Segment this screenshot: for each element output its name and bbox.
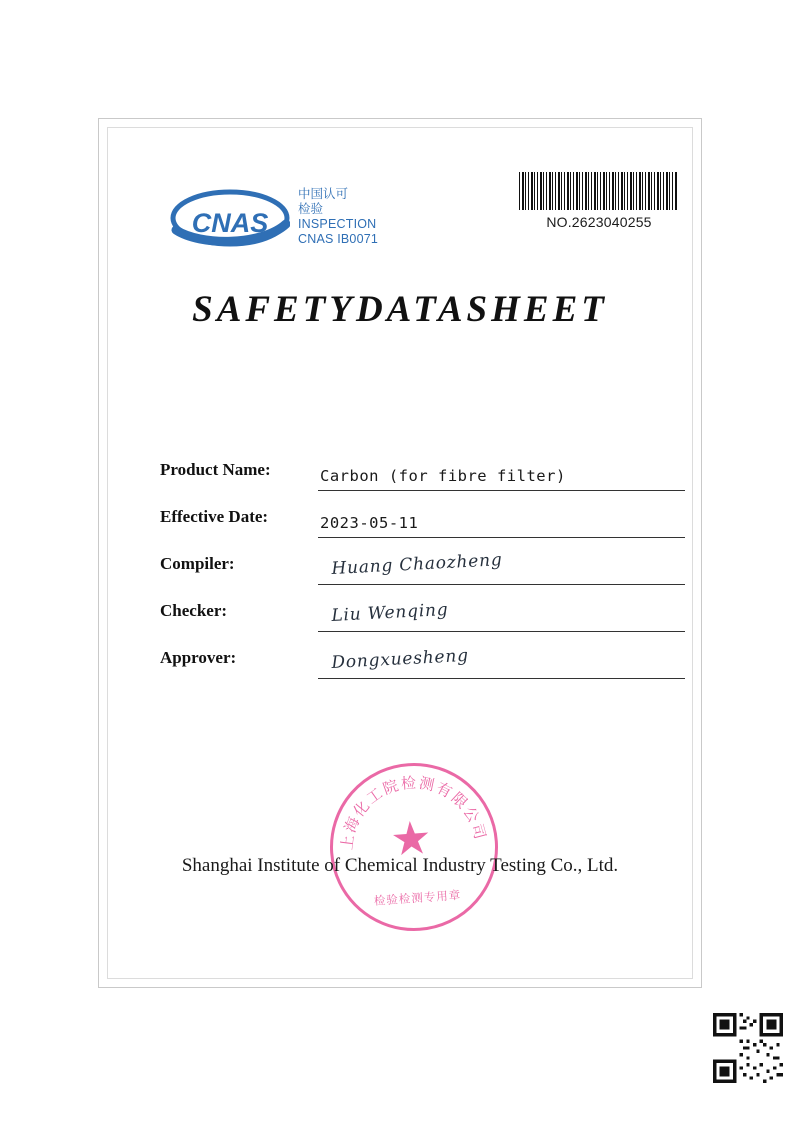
seal-arc-label: 上海化工院检测有限公司	[337, 773, 490, 852]
cnas-line-en-1: INSPECTION	[298, 216, 377, 231]
barcode-number: NO.2623040255	[546, 214, 652, 230]
field-row-checker	[160, 593, 685, 640]
field-value-product-name: Carbon (for fibre filter)	[320, 467, 566, 485]
cnas-text-column	[298, 186, 413, 247]
field-underline-approver	[318, 640, 685, 679]
cnas-line-cn-1: 中国认可	[298, 186, 349, 201]
company-name: Shanghai Institute of Chemical Industry Testing Co., Ltd.	[181, 855, 619, 876]
field-value-approver-signature: Dongxuesheng	[330, 645, 470, 673]
seal-sub-label: 检验检测专用章	[373, 887, 462, 908]
barcode-icon	[519, 172, 677, 210]
barcode-block	[519, 172, 679, 230]
field-underline-checker	[318, 593, 685, 632]
field-label-compiler: Compiler:	[160, 554, 235, 573]
qr-code-icon	[713, 1013, 783, 1083]
field-list	[160, 452, 685, 687]
field-row-compiler	[160, 546, 685, 593]
field-label-product-name: Product Name:	[160, 460, 271, 479]
field-label-approver: Approver:	[160, 648, 237, 667]
field-underline-effective-date	[318, 499, 685, 538]
cnas-line-en-2: CNAS IB0071	[298, 231, 379, 246]
qr-code-svg	[713, 1013, 783, 1083]
field-underline-compiler	[318, 546, 685, 585]
field-label-effective-date: Effective Date:	[160, 507, 269, 526]
field-row-product-name	[160, 452, 685, 499]
field-underline-product-name	[318, 452, 685, 491]
cnas-logo-icon	[170, 188, 290, 258]
field-row-effective-date	[160, 499, 685, 546]
field-value-checker-signature: Liu Wenqing	[330, 599, 449, 626]
svg-text:CNAS: CNAS	[191, 208, 269, 238]
cnas-line-cn-2: 检验	[298, 201, 324, 217]
field-label-checker: Checker:	[160, 601, 228, 620]
page-title: SAFETYDATASHEET	[192, 289, 608, 330]
field-row-approver	[160, 640, 685, 687]
field-value-compiler-signature: Huang Chaozheng	[330, 550, 504, 579]
field-value-effective-date: 2023-05-11	[320, 514, 419, 532]
cnas-logo-block	[170, 180, 410, 270]
red-seal-icon	[324, 757, 503, 936]
